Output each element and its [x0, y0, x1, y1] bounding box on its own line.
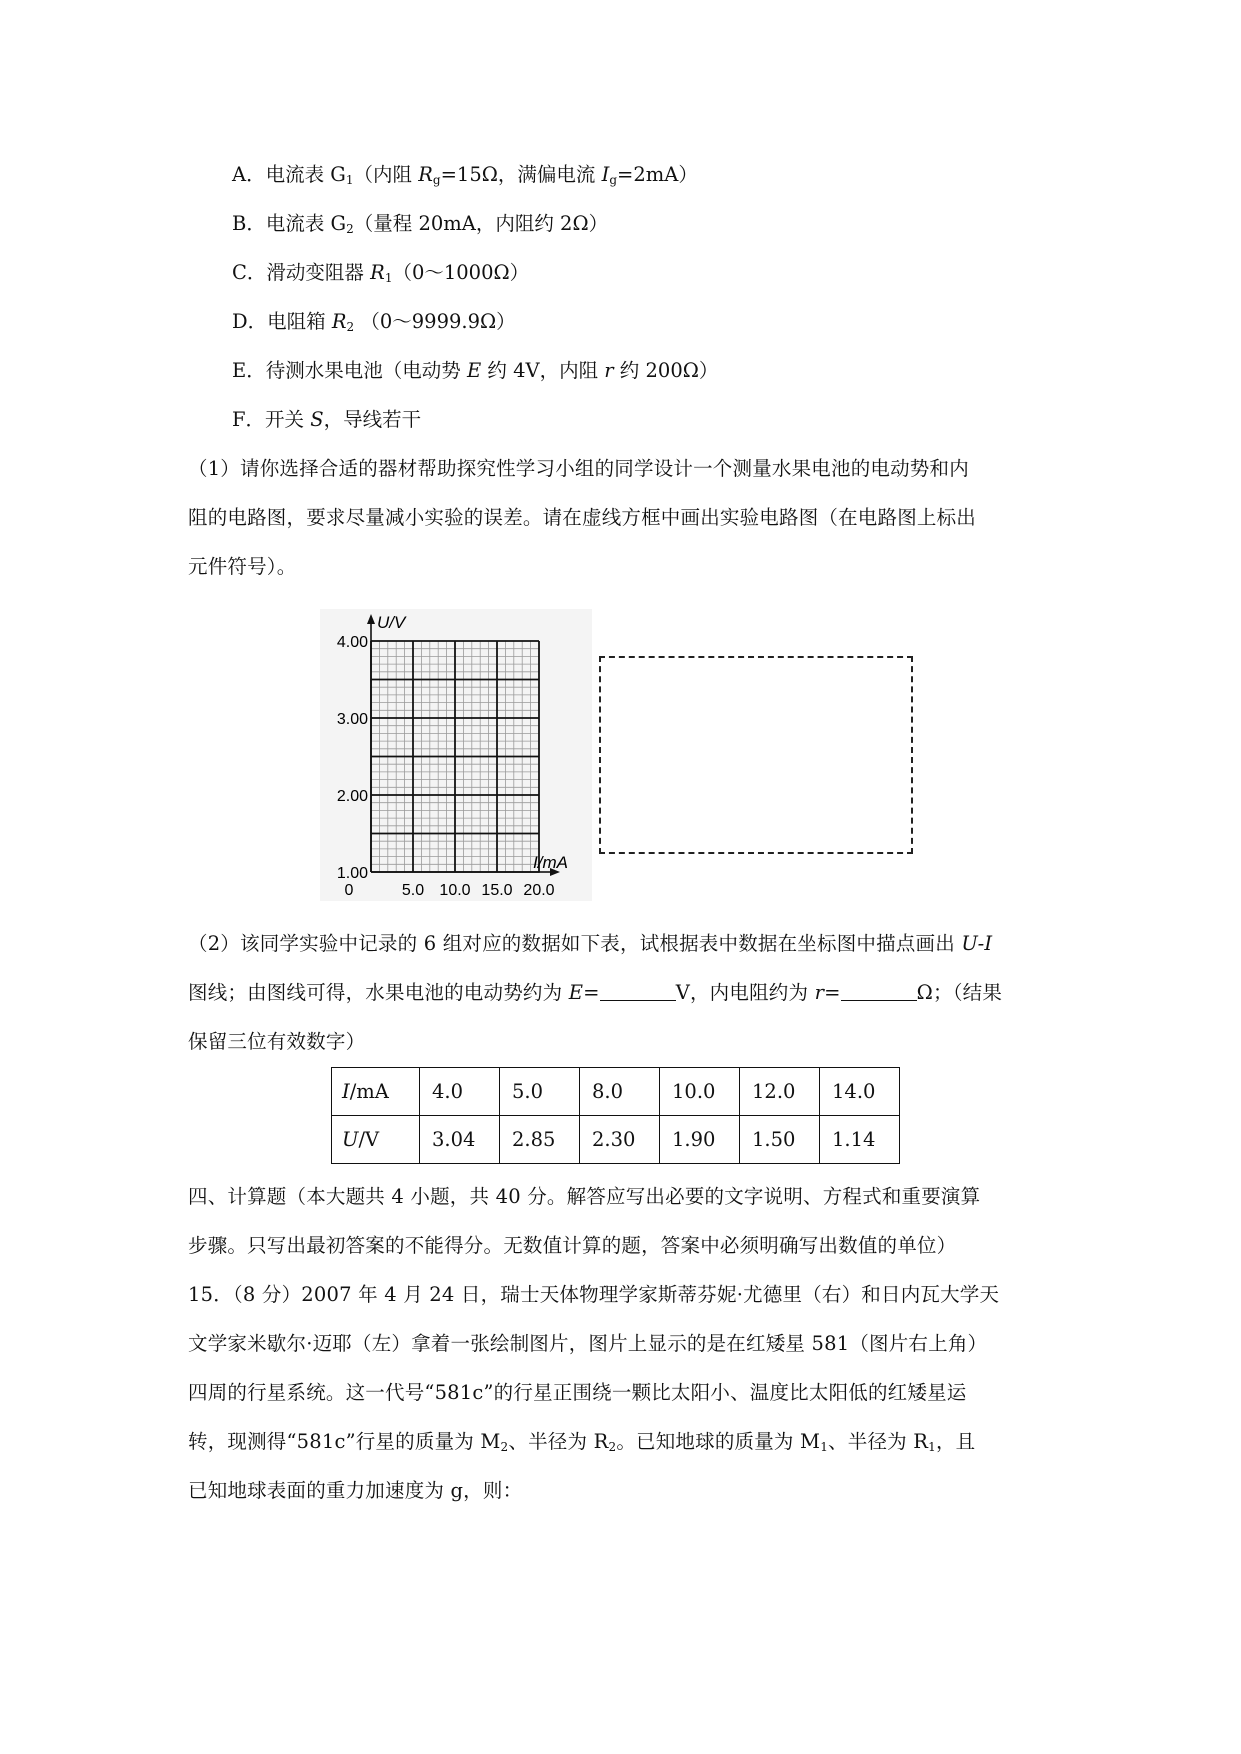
table-row — [332, 1068, 900, 1116]
x-tick-label: 0 — [344, 882, 354, 899]
option-a: A．电流表 $G_1$（内阻 $R_g=15\Omega$，满偏电流 $I_g=2mA$） — [232, 163, 698, 187]
q1-line3: 元件符号）。 — [188, 555, 297, 578]
y-tick-labels — [337, 634, 368, 882]
q1-line2: 阻的电路图，要求尽量减小实验的误差。请在虚线方框中画出实验电路图（在电路图上标出 — [188, 506, 977, 529]
row-header-voltage: U/V — [332, 1116, 420, 1164]
data-table — [331, 1067, 900, 1164]
x-tick-label: 5.0 — [401, 882, 425, 899]
q15-line5: 已知地球表面的重力加速度为 g，则： — [188, 1479, 523, 1502]
q15-line2: 文学家米歇尔·迈耶（左）拿着一张绘制图片，图片上显示的是在红矮星 581（图片右上角） — [188, 1332, 988, 1355]
table-cell: 1.90 — [660, 1116, 740, 1164]
table-cell: 1.50 — [740, 1116, 820, 1164]
option-c: C．滑动变阻器 $R_1(0\sim 1000\Omega)$ — [232, 261, 530, 285]
option-b: B．电流表 $G_2$（量程 20mA，内阻约 2Ω） — [232, 212, 609, 236]
y-tick-label: 3.00 — [336, 711, 368, 728]
table-cell: 2.30 — [580, 1116, 660, 1164]
q15-line4: 转，现测得“581c”行星的质量为 $M_2$、半径为 $R_2$。已知地球的质量为 $M_1$、半径为 $R_1$，且 — [188, 1430, 976, 1454]
y-axis-arrow — [367, 614, 375, 624]
section4-line1: 四、计算题（本大题共 4 小题，共 40 分。解答应写出必要的文字说明、方程式和重要演算 — [188, 1185, 981, 1208]
resistance-answer-blank[interactable] — [841, 982, 917, 1001]
y-axis-label: U/V — [377, 613, 406, 632]
row-header-current: I/mA — [332, 1068, 420, 1116]
y-tick-label: 2.00 — [336, 788, 368, 805]
table-row — [332, 1116, 900, 1164]
u-i-graph — [320, 609, 592, 901]
table-cell: 3.04 — [420, 1116, 500, 1164]
emf-answer-blank[interactable] — [600, 982, 676, 1001]
x-tick-label: 20.0 — [523, 882, 555, 899]
q2-line2: 图线；由图线可得，水果电池的电动势约为 E= V，内电阻约为 r= Ω；（结果 — [188, 981, 1003, 1004]
y-tick-label: 4.00 — [336, 634, 368, 651]
option-f: F．开关 S，导线若干 — [232, 408, 422, 431]
option-d: D．电阻箱 $R_2$ （0～9999.9Ω） — [232, 310, 516, 334]
table-cell: 12.0 — [740, 1068, 820, 1116]
y-tick-label: 1.00 — [336, 865, 368, 882]
q15-line1: 15．（8 分）2007 年 4 月 24 日，瑞士天体物理学家斯蒂芬妮·尤德里（右）和日内瓦大学天 — [188, 1283, 1000, 1306]
x-axis-label: I/mA — [533, 853, 568, 872]
table-cell: 5.0 — [500, 1068, 580, 1116]
q2-line1: （2）该同学实验中记录的 6 组对应的数据如下表，试根据表中数据在坐标图中描点画出 U-I — [188, 932, 993, 955]
table-cell: 8.0 — [580, 1068, 660, 1116]
x-tick-label: 10.0 — [439, 882, 471, 899]
circuit-answer-box[interactable] — [599, 656, 913, 854]
x-tick-labels — [345, 882, 555, 899]
q15-line3: 四周的行星系统。这一代号“581c”的行星正围绕一颗比太阳小、温度比太阳低的红矮星运 — [188, 1381, 967, 1404]
table-cell: 1.14 — [820, 1116, 900, 1164]
q2-line3: 保留三位有效数字） — [188, 1030, 366, 1053]
table-cell: 10.0 — [660, 1068, 740, 1116]
table-cell: 2.85 — [500, 1116, 580, 1164]
x-tick-label: 15.0 — [481, 882, 513, 899]
q1-line1: （1）请你选择合适的器材帮助探究性学习小组的同学设计一个测量水果电池的电动势和内 — [188, 457, 969, 480]
section4-line2: 步骤。只写出最初答案的不能得分。无数值计算的题，答案中必须明确写出数值的单位） — [188, 1234, 957, 1257]
table-cell: 14.0 — [820, 1068, 900, 1116]
table-cell: 4.0 — [420, 1068, 500, 1116]
option-e: E．待测水果电池（电动势 E 约 4V，内阻 r 约 200Ω） — [232, 359, 719, 382]
